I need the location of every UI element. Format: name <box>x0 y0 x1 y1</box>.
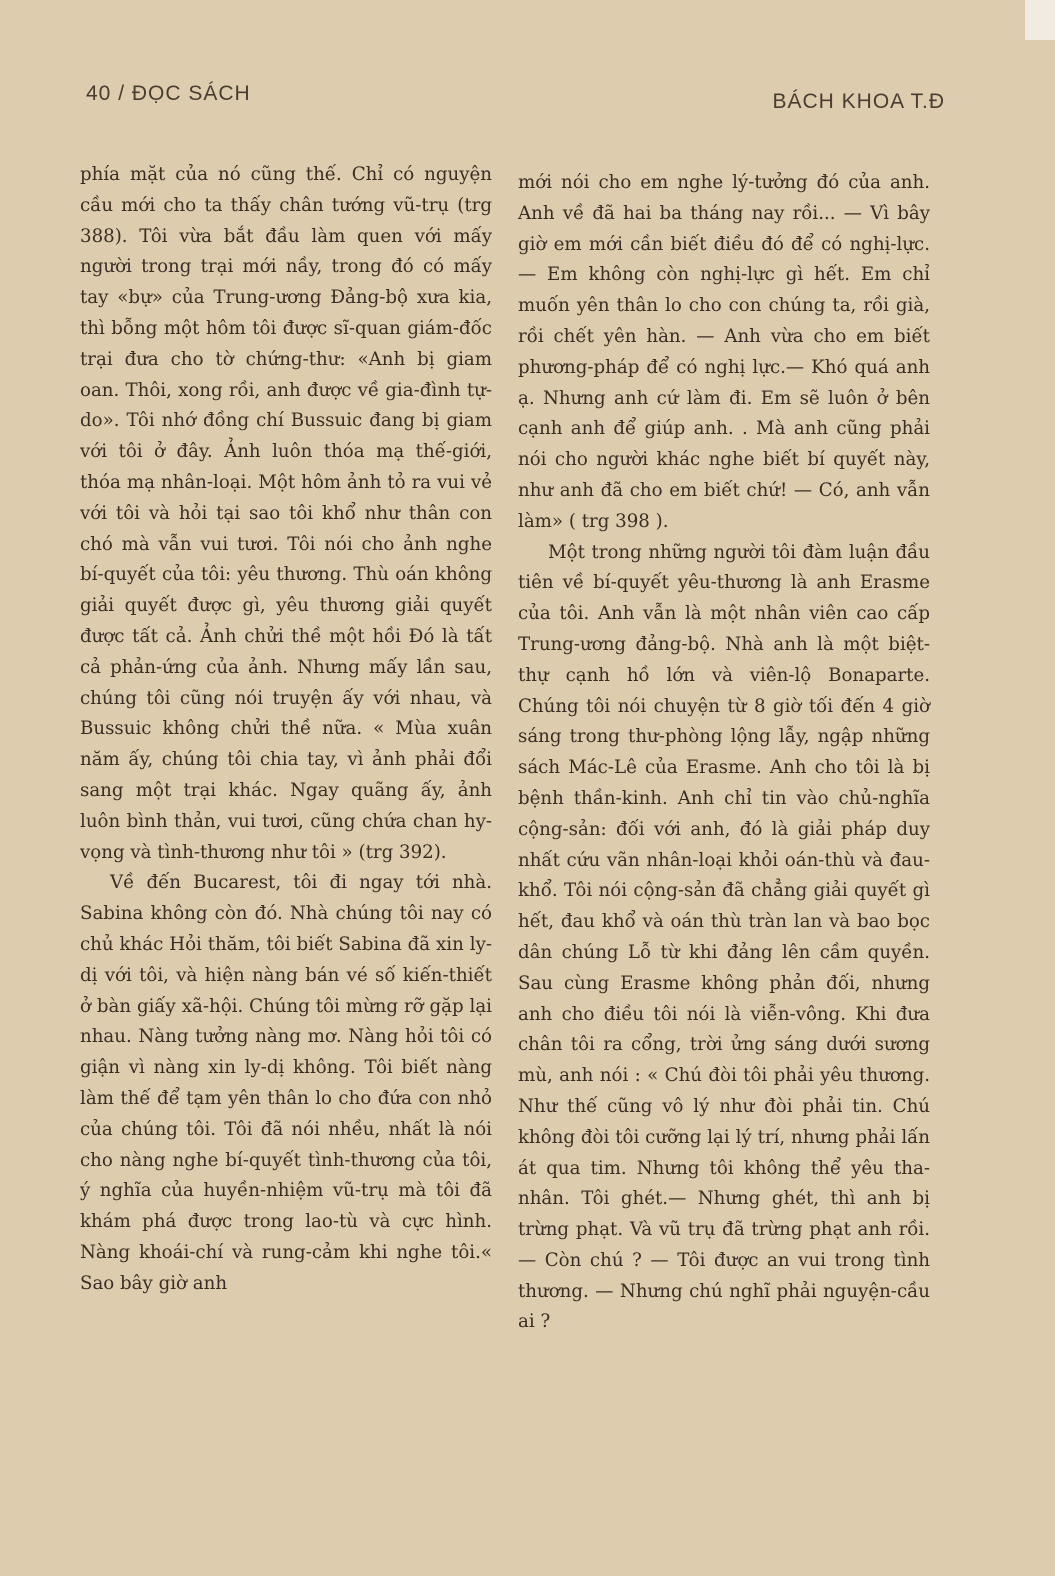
right-paragraph-2: Một trong những người tôi đàm luận đầu tiên về bí-quyết yêu-thương là anh Erasme của tôi. Anh vẫn là một nhân viên cao cấp Trung-ương đảng-bộ. Nhà anh là một biệt-thự cạnh hồ lớn và viên-lộ Bonaparte. Chúng tôi nói chuyện từ 8 giờ tối đến 4 giờ sáng trong thư-phòng lộng lẫy, ngập những sách Mác-Lê của Erasme. Anh cho tôi là bị bệnh thần-kinh. Anh chỉ tin vào chủ-nghĩa cộng-sản: đối với anh, đó là giải pháp duy nhất cứu vãn nhân-loại khỏi oán-thù và đau-khổ. Tôi nói cộng-sản đã chẳng giải quyết gì hết, đau khổ và oán thù tràn lan và bao bọc dân chúng Lỗ từ khi đảng lên cầm quyền. Sau cùng Erasme không phản đối, nhưng anh cho điều tôi nói là viễn-vông. Khi đưa chân tôi ra cổng, trời ửng sáng dưới sương mù, anh nói : « Chú đòi tôi phải yêu thương. Như thế cũng vô lý như đòi phải tin. Chú không đòi tôi cưỡng lại lý trí, nhưng phải lấn át qua tim. Nhưng tôi không thể yêu tha-nhân. Tôi ghét.— Nhưng ghét, thì anh bị trừng phạt. Và vũ trụ đã trừng phạt anh rồi. — Còn chú ? — Tôi được an vui trong tình thương. — Nhưng chú nghĩ phải nguyện-cầu ai ? <box>518 541 930 1333</box>
left-column <box>80 160 492 1299</box>
left-paragraph-2: Về đến Bucarest, tôi đi ngay tới nhà. Sabina không còn đó. Nhà chúng tôi nay có chủ khác Hỏi thăm, tôi biết Sabina đã xin ly-dị với tôi, và hiện nàng bán vé số kiến-thiết ở bàn giấy xã-hội. Chúng tôi mừng rỡ gặp lại nhau. Nàng tưởng nàng mơ. Nàng hỏi tôi có giận vì nàng xin ly-dị không. Tôi biết nàng làm thế để tạm yên thân lo cho đứa con nhỏ của chúng tôi. Tôi đã nói nhều, nhất là nói cho nàng nghe bí-quyết tình-thương của tôi, ý nghĩa của huyền-nhiệm vũ-trụ mà tôi đã khám phá được trong lao-tù và cực hình. Nàng khoái-chí và rung-cảm khi nghe tôi.« Sao bây giờ anh <box>80 872 492 1294</box>
header-page-number-section: 40 / ĐỌC SÁCH <box>86 82 251 105</box>
right-paragraph-1: mới nói cho em nghe lý-tưởng đó của anh. Anh về đã hai ba tháng nay rồi... — Vì bây giờ em mới cần biết điều đó để có nghị-lực. — Em không còn nghị-lực gì hết. Em chỉ muốn yên thân lo cho con chúng ta, rồi già, rồi chết yên hàn. — Anh vừa cho em biết phương-pháp để có nghị lực.— Khó quá anh ạ. Nhưng anh cứ làm đi. Em sẽ luôn ở bên cạnh anh để giúp anh. . Mà anh cũng phải nói cho người khác nghe biết bí quyết này, như anh đã cho em biết chứ! — Có, anh vẫn làm» ( trg 398 ). <box>518 172 930 532</box>
right-column <box>518 168 930 1338</box>
page-corner <box>1025 0 1055 40</box>
header-publication: BÁCH KHOA T.Đ <box>772 90 945 113</box>
left-paragraph-1: phía mặt của nó cũng thế. Chỉ có nguyện cầu mới cho ta thấy chân tướng vũ-trụ (trg 388). Tôi vừa bắt đầu làm quen với mấy người trong trại mới nầy, trong đó có mấy tay «bự» của Trung-ương Đảng-bộ xưa kia, thì bỗng một hôm tôi được sĩ-quan giám-đốc trại đưa cho tờ chứng-thư: «Anh bị giam oan. Thôi, xong rồi, anh được về gia-đình tự-do». Tôi nhớ đồng chí Bussuic đang bị giam với tôi ở đây. Ảnh luôn thóa mạ thế-giới, thóa mạ nhân-loại. Một hôm ảnh tỏ ra vui vẻ với tôi và hỏi tại sao tôi khổ như thân con chó mà vẫn vui tươi. Tôi nói cho ảnh nghe bí-quyết của tôi: yêu thương. Thù oán không giải quyết được gì, yêu thương giải quyết được tất cả. Ảnh chửi thề một hồi Đó là tất cả phản-ứng của ảnh. Nhưng mấy lần sau, chúng tôi cũng nói truyện ấy với nhau, và Bussuic không chửi thề nữa. « Mùa xuân năm ấy, chúng tôi chia tay, vì ảnh phải đổi sang một trại khác. Ngay quãng ấy, ảnh luôn bình thản, vui tươi, cũng chứa chan hy-vọng và tình-thương như tôi » (trg 392). <box>80 164 492 863</box>
page-header <box>86 82 945 116</box>
